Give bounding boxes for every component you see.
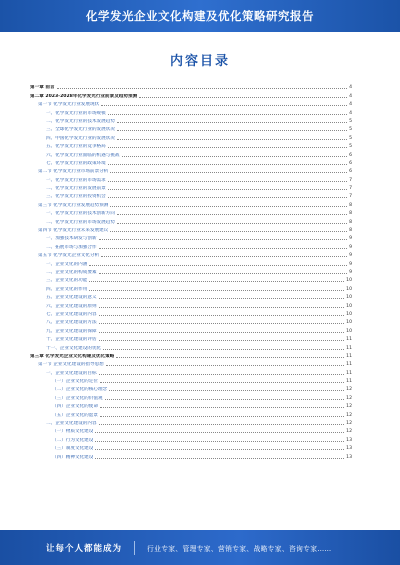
toc-dot-leader <box>117 122 347 123</box>
toc-entry[interactable] <box>30 82 352 90</box>
toc-page-number: 4 <box>349 110 352 116</box>
toc-entry-text: （三）制度文化建设 <box>52 446 94 452</box>
toc-entry[interactable] <box>30 283 352 291</box>
toc-entry-text: 五、企业文化建设的意义 <box>46 295 97 301</box>
toc-page-number: 10 <box>346 295 352 301</box>
toc-page-number: 11 <box>346 353 352 359</box>
toc-entry-text: 三、企业文化的功能 <box>46 278 88 284</box>
toc-dot-leader <box>117 223 347 224</box>
toc-entry-text: 第一章 前言 <box>30 85 55 91</box>
toc-entry-text: 第一节 化学发光行业发展现状 <box>38 102 100 108</box>
toc-dot-leader <box>108 189 347 190</box>
toc-page-number: 5 <box>349 118 352 124</box>
toc-entry-text: （三）企业文化的价值观 <box>52 395 103 401</box>
toc-entry-text: 十、企业文化建设的评估 <box>46 337 97 343</box>
toc-entry-text: 九、企业文化建设的保障 <box>46 328 97 334</box>
toc-page-number: 9 <box>349 253 352 259</box>
toc-dot-leader <box>99 374 345 375</box>
toc-entry[interactable] <box>30 250 352 258</box>
toc-entry[interactable] <box>30 342 352 350</box>
toc-entry[interactable] <box>30 367 352 375</box>
toc-page-number: 12 <box>346 395 352 401</box>
toc-entry-text: 三、全球化学发光行业的发展状况 <box>46 127 115 133</box>
toc-dot-leader <box>110 231 347 232</box>
toc-entry[interactable] <box>30 334 352 342</box>
toc-entry-text: 二、化学发光行业的市场发展趋势 <box>46 219 115 225</box>
toc-dot-leader <box>110 206 347 207</box>
toc-page-number: 6 <box>349 169 352 175</box>
toc-dot-leader <box>99 248 348 249</box>
toc-entry-text: 五、化学发光行业的竞争格局 <box>46 144 106 150</box>
toc-page-number: 9 <box>349 261 352 267</box>
toc-entry-text: 第二节 化学发光行业市场前景分析 <box>38 169 109 175</box>
toc-page-number: 4 <box>349 102 352 108</box>
toc-dot-leader <box>95 432 344 433</box>
toc-entry[interactable] <box>30 183 352 191</box>
toc-entry[interactable] <box>30 174 352 182</box>
toc-entry[interactable] <box>30 309 352 317</box>
toc-entry[interactable] <box>30 267 352 275</box>
toc-entry-text: 六、化学发光行业面临的机遇与挑战 <box>46 152 120 158</box>
toc-entry-text: 六、企业文化建设的原则 <box>46 303 97 309</box>
toc-dot-leader <box>101 105 347 106</box>
toc-entry-text: （一）物质文化建设 <box>52 429 94 435</box>
toc-entry-text: （二）行为文化建设 <box>52 437 94 443</box>
toc-entry[interactable] <box>30 132 352 140</box>
toc-page-number: 8 <box>349 211 352 217</box>
toc-entry[interactable] <box>30 351 352 359</box>
table-of-contents <box>30 82 352 460</box>
toc-page-number: 13 <box>346 454 352 460</box>
toc-dot-leader <box>110 172 347 173</box>
toc-dot-leader <box>105 399 345 400</box>
toc-entry[interactable] <box>30 225 352 233</box>
toc-dot-leader <box>99 332 345 333</box>
toc-entry[interactable] <box>30 325 352 333</box>
toc-entry-text: （二）企业文化的核心理念 <box>52 387 108 393</box>
toc-dot-leader <box>108 164 347 165</box>
footer-slogan: 让每个人都能成为 <box>46 543 123 554</box>
report-title: 化学发光企业文化构建及优化策略研究报告 <box>86 9 314 23</box>
toc-entry[interactable] <box>30 292 352 300</box>
toc-entry[interactable] <box>30 191 352 199</box>
toc-dot-leader <box>139 97 347 98</box>
toc-entry-text: 一、企业文化的内涵 <box>46 261 88 267</box>
footer-expert-list: 行业专家、管理专家、营销专家、战略专家、咨询专家…… <box>147 544 332 553</box>
toc-entry-text: 第一节 企业文化建设的指导思想 <box>38 362 104 368</box>
toc-page-number: 10 <box>346 320 352 326</box>
toc-dot-leader <box>101 256 347 257</box>
toc-entry-text: 二、企业文化的构成要素 <box>46 269 97 275</box>
toc-entry-text: 四、中国化学发光行业的发展状况 <box>46 135 115 141</box>
toc-page-number: 9 <box>349 236 352 242</box>
toc-page-number: 13 <box>346 437 352 443</box>
toc-dot-leader <box>100 416 344 417</box>
toc-entry[interactable] <box>30 166 352 174</box>
toc-entry-text: 第三章 化学发光企业文化构建及优化策略 <box>30 353 115 359</box>
toc-entry-text: （一）企业文化的定位 <box>52 379 98 385</box>
toc-entry-text: （四）精神文化建设 <box>52 454 94 460</box>
toc-entry-text: 七、化学发光行业的政策环境 <box>46 160 106 166</box>
toc-page-number: 8 <box>349 228 352 234</box>
toc-page-number: 10 <box>346 286 352 292</box>
toc-page-number: 11 <box>346 337 352 343</box>
toc-entry[interactable] <box>30 124 352 132</box>
toc-dot-leader <box>57 88 347 89</box>
toc-page-number: 6 <box>349 152 352 158</box>
toc-entry[interactable] <box>30 401 352 409</box>
toc-dot-leader <box>99 307 345 308</box>
toc-entry[interactable] <box>30 275 352 283</box>
toc-page-number: 8 <box>349 202 352 208</box>
toc-page-number: 12 <box>346 404 352 410</box>
toc-entry-text: 十一、企业文化建设的优化 <box>46 345 102 351</box>
toc-page-number: 11 <box>346 379 352 385</box>
toc-entry[interactable] <box>30 409 352 417</box>
toc-entry-text: 四、企业文化的作用 <box>46 286 88 292</box>
toc-dot-leader <box>103 349 344 350</box>
toc-entry[interactable] <box>30 434 352 442</box>
toc-entry[interactable] <box>30 99 352 107</box>
toc-page-number: 5 <box>349 127 352 133</box>
toc-entry-text: 七、企业文化建设的内容 <box>46 311 97 317</box>
toc-entry-text: 第五节 化学发光企业文化分析 <box>38 253 100 259</box>
toc-dot-leader <box>109 390 344 391</box>
toc-entry-text: 二、拓展市场与加强合作 <box>46 244 97 250</box>
toc-entry[interactable] <box>30 199 352 207</box>
toc-dot-leader <box>108 147 347 148</box>
toc-entry[interactable] <box>30 107 352 115</box>
toc-page-number: 12 <box>346 421 352 427</box>
toc-dot-leader <box>99 298 345 299</box>
toc-entry[interactable] <box>30 317 352 325</box>
toc-entry[interactable] <box>30 233 352 241</box>
toc-entry-text: 三、化学发光行业的投资机会 <box>46 194 106 200</box>
toc-entry[interactable] <box>30 241 352 249</box>
toc-entry[interactable] <box>30 392 352 400</box>
toc-entry-text: 二、化学发光行业的技术发展趋势 <box>46 118 115 124</box>
toc-dot-leader <box>108 197 347 198</box>
toc-entry-text: 二、化学发光行业的发展前景 <box>46 186 106 192</box>
toc-entry[interactable] <box>30 384 352 392</box>
toc-page-number: 11 <box>346 345 352 351</box>
toc-page-number: 5 <box>349 135 352 141</box>
toc-entry[interactable] <box>30 300 352 308</box>
toc-page-number: 7 <box>349 194 352 200</box>
toc-page-number: 10 <box>346 303 352 309</box>
footer-divider <box>134 541 135 555</box>
toc-dot-leader <box>106 365 344 366</box>
toc-dot-leader <box>99 424 345 425</box>
toc-page-number: 6 <box>349 160 352 166</box>
toc-page-number: 13 <box>346 446 352 452</box>
toc-page-number: 8 <box>349 219 352 225</box>
toc-entry[interactable] <box>30 90 352 98</box>
toc-dot-leader <box>116 357 344 358</box>
toc-page-number: 5 <box>349 144 352 150</box>
toc-entry-text: （四）企业文化的使命 <box>52 404 98 410</box>
toc-entry[interactable] <box>30 443 352 451</box>
toc-entry-text: 八、企业文化建设的方法 <box>46 320 97 326</box>
toc-dot-leader <box>99 273 348 274</box>
toc-dot-leader <box>89 281 344 282</box>
toc-dot-leader <box>99 315 345 316</box>
toc-dot-leader <box>100 382 344 383</box>
toc-entry[interactable] <box>30 116 352 124</box>
toc-entry[interactable] <box>30 359 352 367</box>
toc-entry-text: 一、化学发光行业的市场需求 <box>46 177 106 183</box>
toc-entry-text: 一、化学发光行业的技术创新方向 <box>46 211 115 217</box>
toc-page-number: 4 <box>349 93 352 99</box>
toc-entry[interactable] <box>30 258 352 266</box>
report-header <box>0 0 400 32</box>
toc-page-number: 4 <box>349 85 352 91</box>
toc-entry[interactable] <box>30 141 352 149</box>
toc-dot-leader <box>100 407 344 408</box>
toc-page-number: 10 <box>346 328 352 334</box>
toc-page-number: 9 <box>349 269 352 275</box>
toc-entry[interactable] <box>30 376 352 384</box>
toc-dot-leader <box>117 130 347 131</box>
toc-entry-text: 第三节 化学发光行业发展趋势预测 <box>38 202 109 208</box>
toc-page-number: 10 <box>346 311 352 317</box>
toc-page-number: 9 <box>349 244 352 250</box>
toc-dot-leader <box>95 441 344 442</box>
toc-page-number: 7 <box>349 177 352 183</box>
toc-entry[interactable] <box>30 216 352 224</box>
toc-heading: 内容目录 <box>169 54 230 69</box>
toc-page-number: 7 <box>349 186 352 192</box>
toc-page-number: 10 <box>346 278 352 284</box>
toc-entry[interactable] <box>30 451 352 459</box>
report-footer <box>0 530 400 565</box>
toc-entry[interactable] <box>30 208 352 216</box>
toc-dot-leader <box>117 214 347 215</box>
toc-dot-leader <box>89 265 347 266</box>
toc-dot-leader <box>95 449 344 450</box>
toc-dot-leader <box>108 114 347 115</box>
toc-dot-leader <box>108 181 347 182</box>
toc-entry-text: 一、化学发光行业的市场规模 <box>46 110 106 116</box>
toc-page-number: 11 <box>346 362 352 368</box>
toc-dot-leader <box>122 156 348 157</box>
toc-entry[interactable] <box>30 149 352 157</box>
toc-entry-text: 第四节 化学发光行业未来发展建议 <box>38 228 109 234</box>
toc-entry[interactable] <box>30 426 352 434</box>
toc-dot-leader <box>89 290 344 291</box>
toc-entry[interactable] <box>30 158 352 166</box>
toc-dot-leader <box>99 323 345 324</box>
toc-dot-leader <box>99 340 345 341</box>
toc-entry-text: 一、企业文化建设的目标 <box>46 370 97 376</box>
toc-page-number: 12 <box>346 429 352 435</box>
toc-page-number: 12 <box>346 412 352 418</box>
toc-dot-leader <box>99 239 348 240</box>
toc-page-number: 12 <box>346 387 352 393</box>
toc-entry-text: 一、加强技术研发与创新 <box>46 236 97 242</box>
toc-dot-leader <box>117 139 347 140</box>
toc-dot-leader <box>95 458 344 459</box>
toc-entry-text: 第二章 2023-2028年化学发光行业前景及趋势预测 <box>30 93 138 99</box>
toc-page-number: 11 <box>346 370 352 376</box>
toc-entry-text: 二、企业文化建设的内容 <box>46 421 97 427</box>
toc-entry-text: （五）企业文化的愿景 <box>52 412 98 418</box>
toc-entry[interactable] <box>30 418 352 426</box>
